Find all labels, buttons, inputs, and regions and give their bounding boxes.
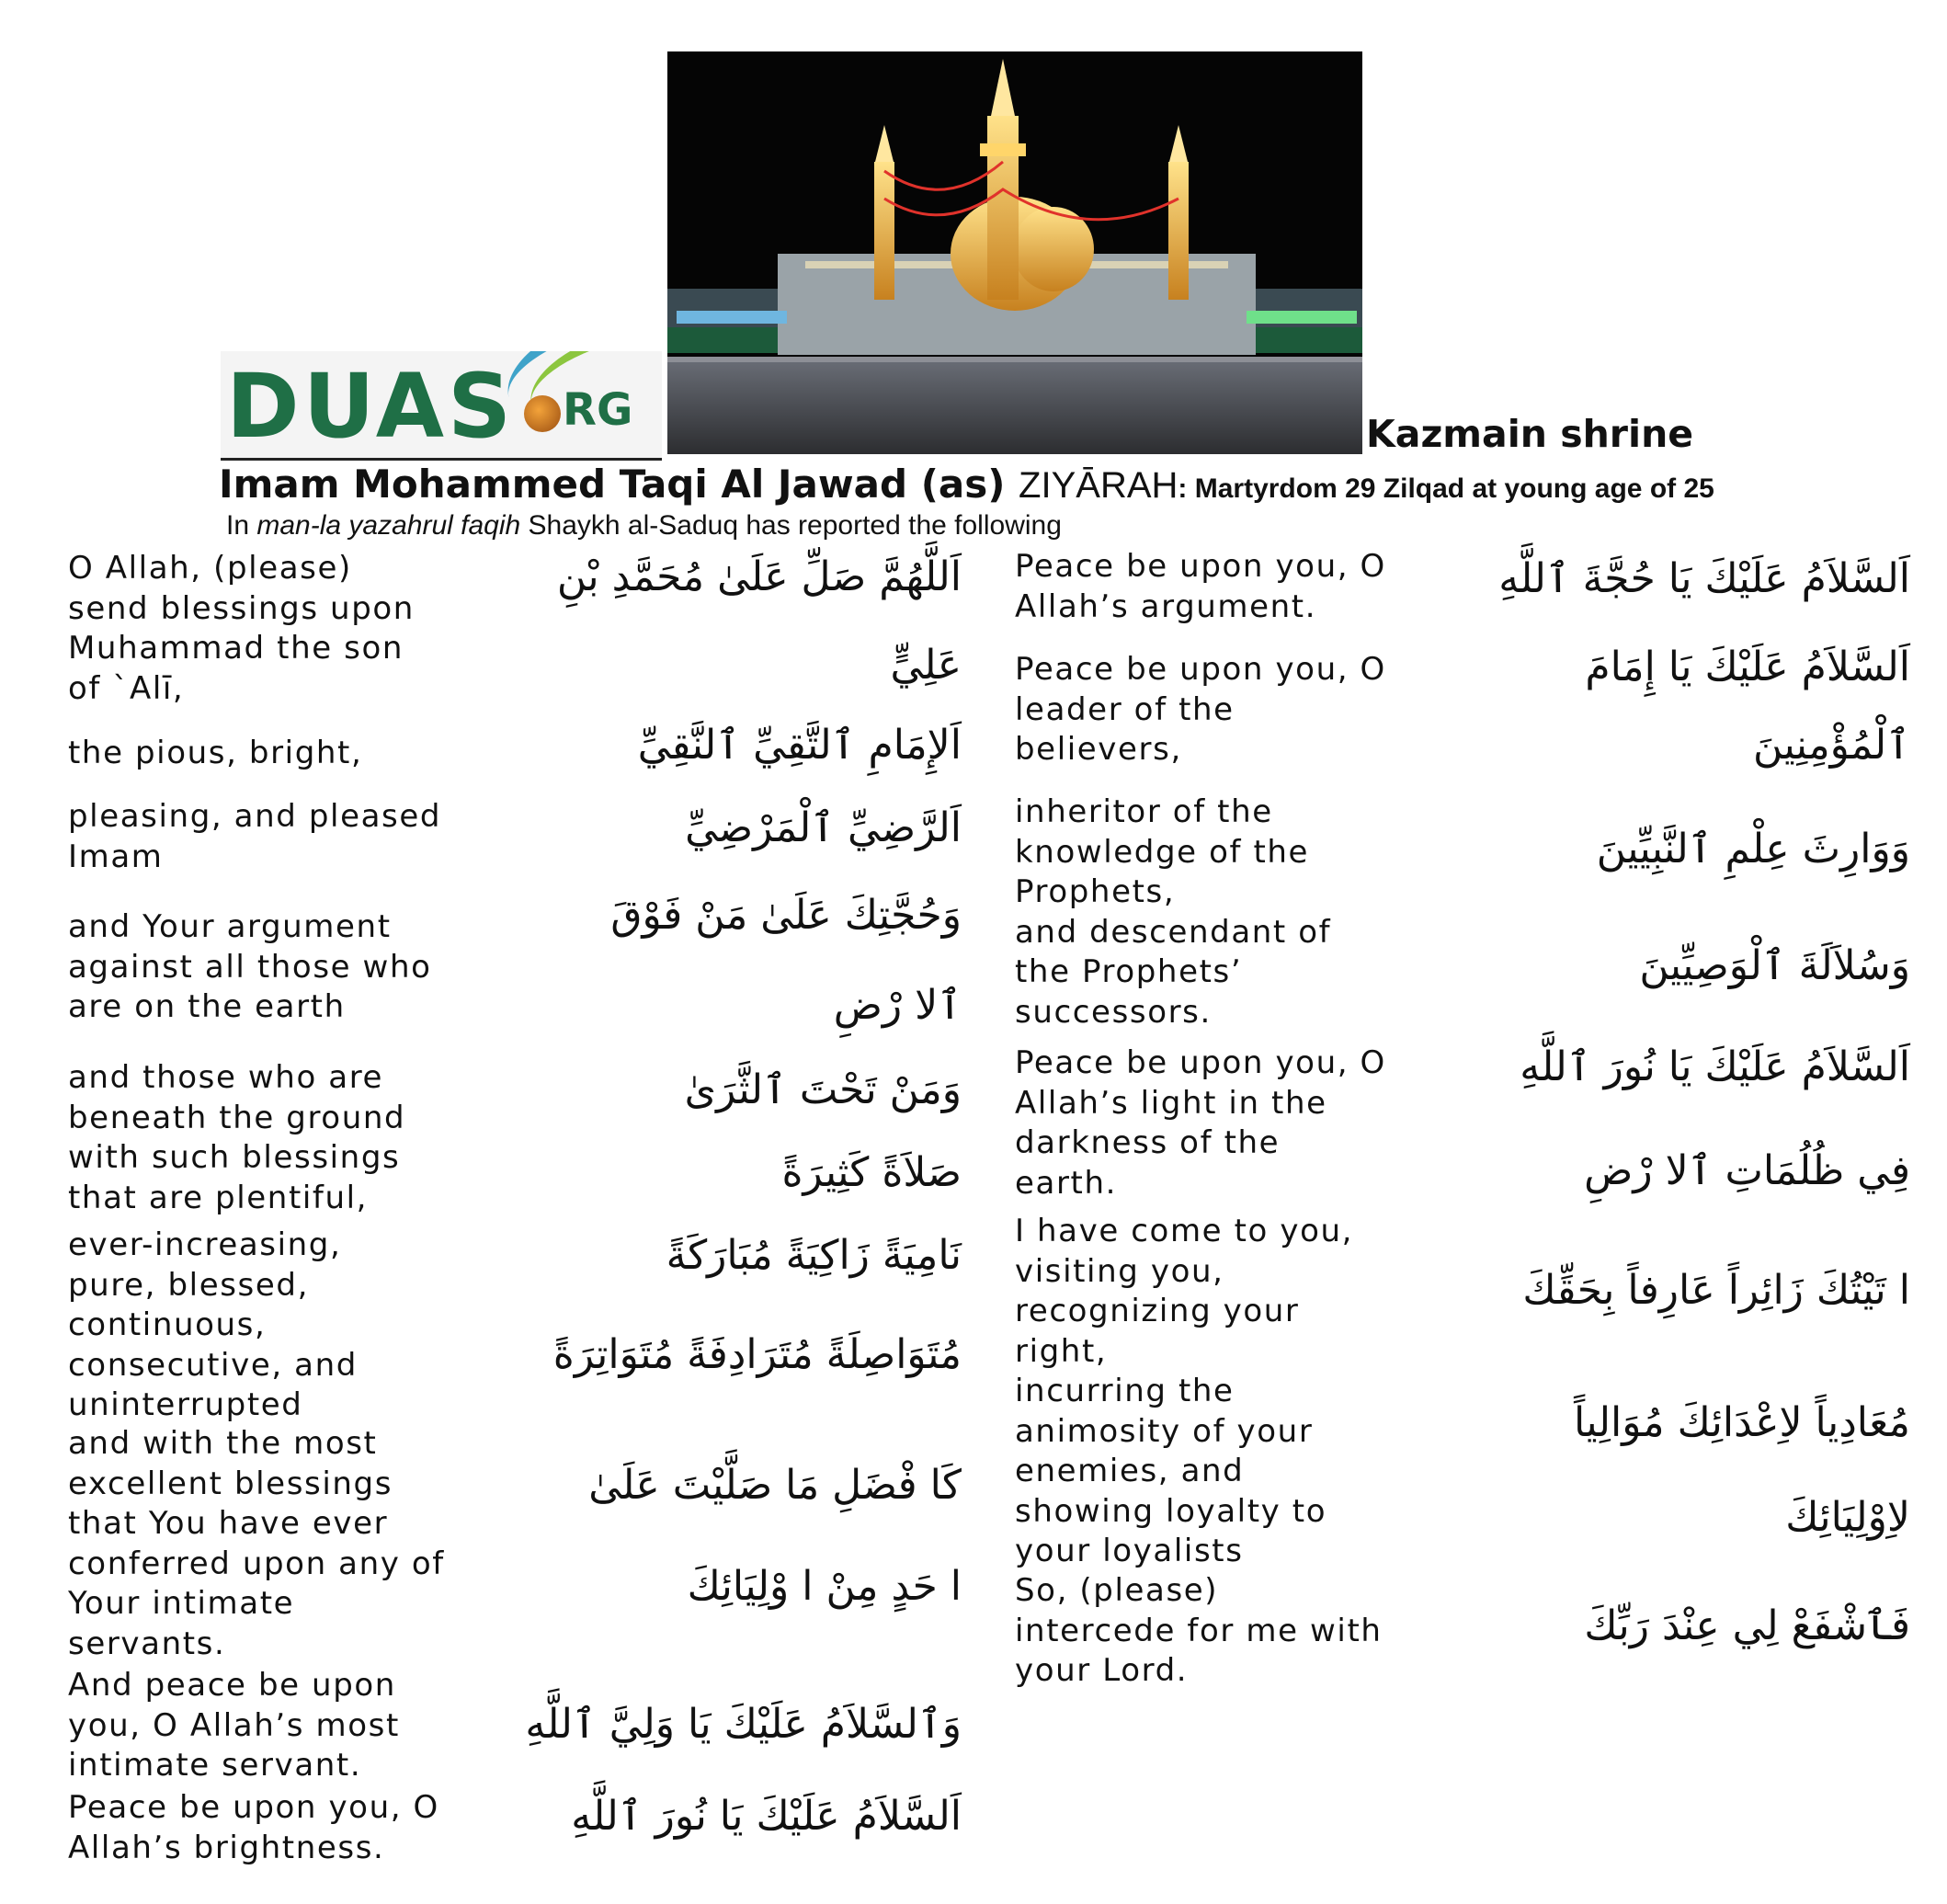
title-main: Imam Mohammed Taqi Al Jawad (as) (219, 462, 1019, 507)
right-english-3: inheritor of the knowledge of the Prophets, and descendant of the Prophets’ successors. (1015, 793, 1332, 1031)
source-prefix: In (226, 510, 257, 541)
title-subtitle: : Martyrdom 29 Zilqad at young age of 25 (1178, 473, 1714, 504)
left-english-5: and those who are beneath the ground with such blessings that are plentiful, (68, 1059, 406, 1216)
left-english-3: pleasing, and pleased Imam (68, 798, 442, 875)
shrine-illustration (667, 51, 1362, 454)
left-arabic-12: ا حَدٍ مِنْ ا وْلِيَائِكَ (687, 1563, 962, 1610)
left-arabic-8: صَلاَةً كَثِيرَةً (781, 1149, 962, 1196)
right-arabic-8: ا تَيْتُكَ زَائِراً عَارِفاً بِحَقِّكَ (1522, 1267, 1910, 1314)
right-english-5: I have come to you, visiting you, recognizing your right, incurring the animosity of your enemies, and showing loyalty to your loyalists (1015, 1213, 1354, 1569)
duas-org-logo (221, 351, 662, 461)
right-english-4: Peace be upon you, O Allah’s light in the darkness of the earth. (1015, 1044, 1386, 1202)
kazmain-shrine-photo (667, 51, 1362, 454)
left-arabic-6: ٱلا رْضِ (833, 982, 962, 1029)
left-english-7: and with the most excellent blessings that You have ever conferred upon any of Your intimate servants. (68, 1425, 445, 1662)
right-arabic-3: ٱلْمُؤْمِنِينَ (1753, 722, 1910, 769)
logo-wordmark: DUAS (226, 355, 516, 458)
left-arabic-1: اَللَّهُمَّ صَلِّ عَلَىٰ مُحَمَّدِ بْنِ (556, 553, 962, 600)
left-english-9: Peace be upon you, O Allah’s brightness. (68, 1789, 439, 1866)
left-arabic-14: اَلسَّلاَمُ عَلَيْكَ يَا نُورَ ٱللَّهِ (571, 1793, 962, 1840)
left-english-4: and Your argument against all those who are on the earth (68, 908, 432, 1025)
left-english-2: the pious, bright, (68, 735, 363, 771)
page-title (219, 462, 1714, 507)
left-english-1: O Allah, (please) send blessings upon Muhammad the son of `Alī, (68, 550, 415, 707)
logo-suffix: RG (563, 384, 633, 436)
right-arabic-1: اَلسَّلاَمُ عَلَيْكَ يَا حُجَّةَ ٱللَّهِ (1498, 555, 1910, 602)
source-suffix: Shaykh al-Saduq has reported the following (520, 510, 1062, 541)
right-arabic-5: وَسُلاَلَةَ ٱلْوَصِيِّينَ (1639, 942, 1910, 989)
right-arabic-2: اَلسَّلاَمُ عَلَيْكَ يَا إِمَامَ (1585, 644, 1910, 690)
left-english-6: ever-increasing, pure, blessed, continuous, consecutive, and uninterrupted (68, 1226, 358, 1423)
right-arabic-10: لاِوْلِيَائِكَ (1785, 1494, 1910, 1541)
left-english-8: And peace be upon you, O Allah’s most intimate servant. (68, 1667, 400, 1784)
right-arabic-7: فِي ظُلُمَاتِ ٱلا رْضِ (1584, 1147, 1910, 1194)
right-arabic-9: مُعَادِياً لاِعْدَائِكَ مُوَالِياً (1573, 1399, 1910, 1446)
right-arabic-6: اَلسَّلاَمُ عَلَيْكَ يَا نُورَ ٱللَّهِ (1520, 1043, 1910, 1090)
image-caption: Kazmain shrine (1366, 412, 1694, 456)
left-arabic-13: وَٱلسَّلاَمُ عَلَيْكَ يَا وَلِيَّ ٱللَّهِ (525, 1701, 962, 1748)
source-book-title: man-la yazahrul faqih (256, 510, 521, 541)
left-arabic-7: وَمَنْ تَحْتَ ٱلثَّرَىٰ (684, 1066, 962, 1113)
title-ziyarah: ZIYĀRAH (1019, 465, 1178, 506)
left-arabic-9: نَامِيَةً زَاكِيَةً مُبَارَكَةً (666, 1232, 962, 1279)
left-arabic-3: اَلإِمَامِ ٱلتَّقِيِّ ٱلنَّقِيِّ (637, 722, 962, 769)
right-arabic-11: فَٱشْفَعْ لِي عِنْدَ رَبِّكَ (1584, 1602, 1910, 1649)
left-arabic-10: مُتَوَاصِلَةً مُتَرَادِفَةً مُتَوَاتِرَةً (552, 1331, 962, 1378)
left-arabic-2: عَلِيٍّ (890, 642, 962, 689)
right-english-2: Peace be upon you, O leader of the believers, (1015, 651, 1386, 768)
source-attribution (226, 512, 1062, 540)
right-english-6: So, (please) intercede for me with your Lord. (1015, 1572, 1383, 1689)
right-arabic-4: وَوَارِثَ عِلْمِ ٱلنَّبِيِّينَ (1596, 826, 1910, 872)
left-arabic-11: كَا فْضَلِ مَا صَلَّيْتَ عَلَىٰ (588, 1462, 962, 1509)
left-arabic-5: وَحُجَّتِكَ عَلَىٰ مَنْ فَوْقَ (610, 892, 962, 939)
right-english-1: Peace be upon you, O Allah’s argument. (1015, 548, 1386, 625)
left-arabic-4: اَلرَّضِيِّ ٱلْمَرْضِيِّ (685, 804, 962, 851)
logo-dot (524, 395, 561, 432)
